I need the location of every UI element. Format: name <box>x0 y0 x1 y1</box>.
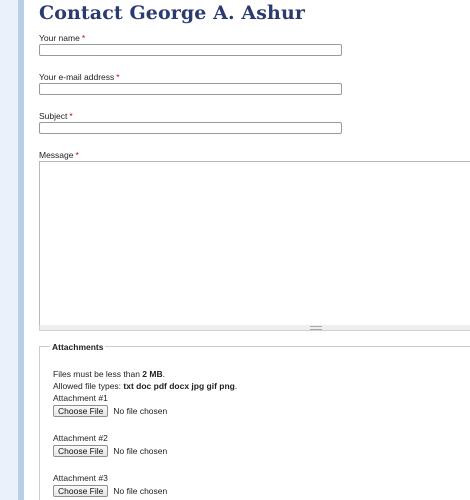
attachment-3-status: No file chosen <box>113 486 168 496</box>
required-mark: * <box>69 111 73 121</box>
attachment-2-status: No file chosen <box>113 446 168 456</box>
message-field <box>39 150 79 160</box>
email-field <box>39 72 120 82</box>
attachment-2-label: Attachment #2 <box>53 433 108 443</box>
attachment-1-label: Attachment #1 <box>53 393 108 403</box>
email-input[interactable] <box>39 83 342 95</box>
attachment-3-row <box>53 484 167 498</box>
file-types-help: Allowed file types: txt doc pdf docx jpg gif png. <box>53 381 238 391</box>
page-title: Contact George A. Ashur <box>39 2 305 24</box>
attachment-1-row <box>53 404 167 418</box>
required-mark: * <box>116 72 120 82</box>
attachment-3-label: Attachment #3 <box>53 473 108 483</box>
attachment-2-row <box>53 444 167 458</box>
subject-field <box>39 111 73 121</box>
message-label: Message * <box>39 150 79 160</box>
subject-input[interactable] <box>39 122 342 134</box>
attachment-1-status: No file chosen <box>113 406 168 416</box>
attachment-2-choose-file-button[interactable]: Choose File <box>53 445 108 457</box>
main-content <box>39 0 470 496</box>
required-mark: * <box>81 33 86 43</box>
attachment-1-choose-file-button[interactable]: Choose File <box>53 405 108 417</box>
required-mark: * <box>75 150 79 160</box>
subject-label: Subject * <box>39 111 73 121</box>
file-size-help: Files must be less than 2 MB. <box>53 369 165 379</box>
name-input[interactable] <box>39 44 342 56</box>
left-sidebar-rail <box>0 0 22 500</box>
attachments-fieldset <box>39 342 470 500</box>
name-field <box>39 33 85 43</box>
attachment-3-choose-file-button[interactable]: Choose File <box>53 485 108 497</box>
email-label: Your e-mail address * <box>39 72 120 82</box>
textarea-resize-handle[interactable] <box>39 325 470 331</box>
message-textarea[interactable] <box>39 161 470 326</box>
name-label: Your name * <box>39 33 86 43</box>
attachments-legend: Attachments <box>52 342 104 352</box>
